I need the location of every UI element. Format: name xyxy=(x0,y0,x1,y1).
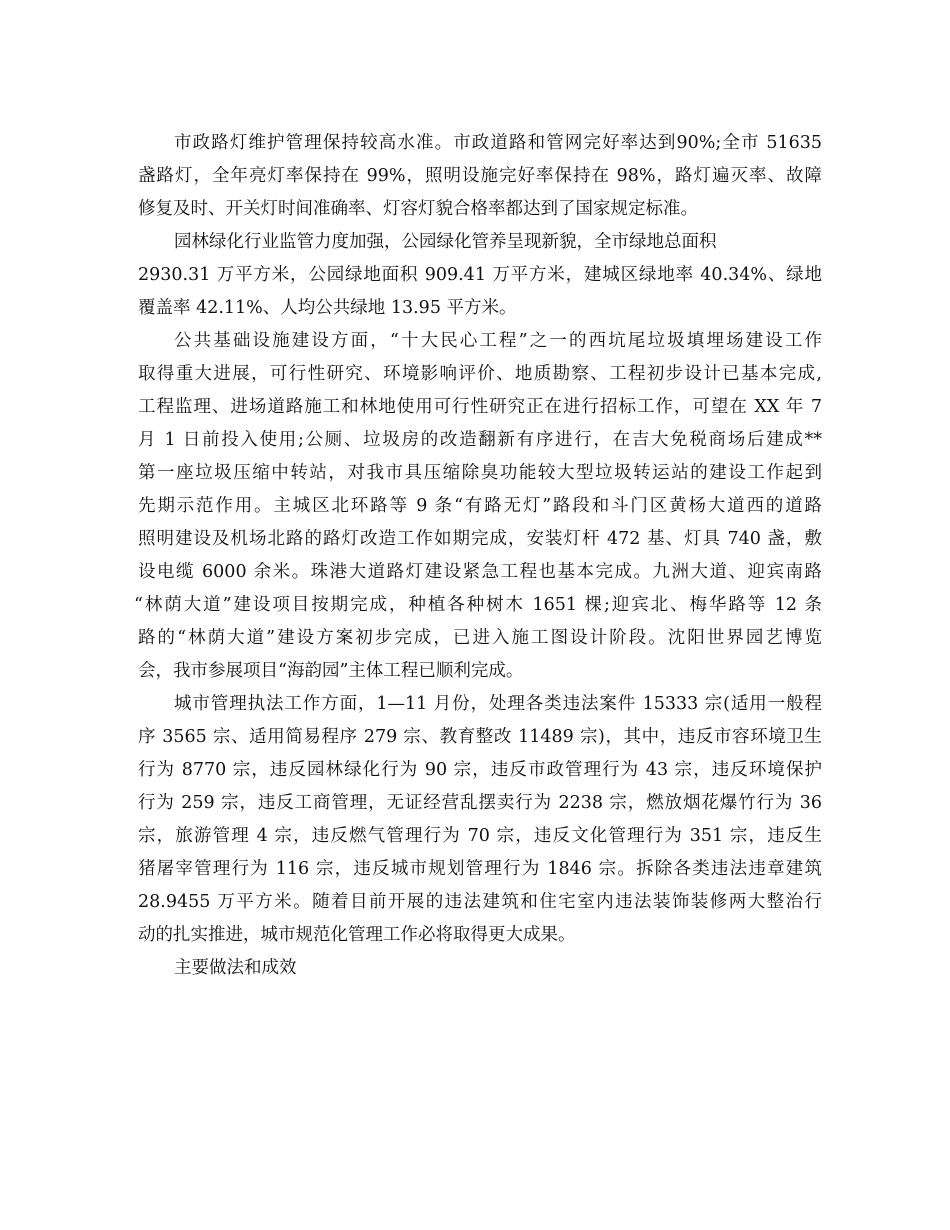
paragraph-greening xyxy=(138,226,822,325)
paragraph-streetlights xyxy=(138,127,822,226)
text-line: 市政路灯维护管理保持较高水准。市政道路和管网完好率达到90%;全市 51635 xyxy=(174,133,822,153)
text-line: 序 3565 宗、适用简易程序 279 宗、教育整改 11489 宗)，其中，违反市容环境卫生 xyxy=(138,727,822,747)
text-line: 盏路灯，全年亮灯率保持在 99%，照明设施完好率保持在 98%，路灯遍灭率、故障 xyxy=(138,166,822,186)
text-line: 园林绿化行业监管力度加强，公园绿化管养呈现新貌，全市绿地总面积 xyxy=(174,232,717,252)
text-line: 照明建设及机场北路的路灯改造工作如期完成，安装灯杆 472 基、灯具 740 盏，敷 xyxy=(138,529,822,549)
text-line: 猪屠宰管理行为 116 宗，违反城市规划管理行为 1846 宗。拆除各类违法违章建筑 xyxy=(138,859,822,879)
text-line: 第一座垃圾压缩中转站，对我市具压缩除臭功能较大型垃圾转运站的建设工作起到 xyxy=(138,463,822,483)
text-line: 设电缆 6000 余米。珠港大道路灯建设紧急工程也基本完成。九洲大道、迎宾南路 xyxy=(138,562,822,582)
text-line: 路的“林荫大道”建设方案初步完成，已进入施工图设计阶段。沈阳世界园艺博览 xyxy=(138,628,822,648)
text-line: 会，我市参展项目“海韵园”主体工程已顺利完成。 xyxy=(138,661,524,681)
document-body xyxy=(134,127,822,985)
text-line: 先期示范作用。主城区北环路等 9 条“有路无灯”路段和斗门区黄杨大道西的道路 xyxy=(138,496,822,516)
text-line: 取得重大进展，可行性研究、环境影响评价、地质勘察、工程初步设计已基本完成, xyxy=(138,364,822,384)
heading-text: 主要做法和成效 xyxy=(174,958,297,978)
paragraph-infrastructure xyxy=(134,325,822,688)
section-heading xyxy=(138,952,822,985)
text-line: 宗，旅游管理 4 宗，违反燃气管理行为 70 宗，违反文化管理行为 351 宗，违反生 xyxy=(138,826,822,846)
text-line: 行为 8770 宗，违反园林绿化行为 90 宗，违反市政管理行为 43 宗，违反环境保护 xyxy=(138,760,822,780)
text-line: 28.9455 万平方米。随着目前开展的违法建筑和住宅室内违法装饰装修两大整治行 xyxy=(138,892,822,912)
text-line: 动的扎实推进，城市规范化管理工作必将取得更大成果。 xyxy=(138,925,576,945)
text-line: 2930.31 万平方米，公园绿地面积 909.41 万平方米，建城区绿地率 40.34%、绿地 xyxy=(138,265,822,285)
paragraph-enforcement xyxy=(138,688,822,952)
text-line: 城市管理执法工作方面，1—11 月份，处理各类违法案件 15333 宗(适用一般程 xyxy=(174,694,822,714)
text-line: 行为 259 宗，违反工商管理，无证经营乱摆卖行为 2238 宗，燃放烟花爆竹行为 36 xyxy=(138,793,822,813)
text-line: 公共基础设施建设方面，“十大民心工程”之一的西坑尾垃圾填埋场建设工作 xyxy=(174,331,822,351)
text-line: 覆盖率 42.11%、人均公共绿地 13.95 平方米。 xyxy=(138,298,517,318)
text-line: 修复及时、开关灯时间准确率、灯容灯貌合格率都达到了国家规定标准。 xyxy=(138,199,698,219)
text-line: “林荫大道”建设项目按期完成，种植各种树木 1651 棵;迎宾北、梅华路等 12 条 xyxy=(134,595,822,615)
text-line: 月 1 日前投入使用;公厕、垃圾房的改造翻新有序进行，在吉大免税商场后建成** xyxy=(138,430,822,450)
text-line: 工程监理、进场道路施工和林地使用可行性研究正在进行招标工作，可望在 XX 年 7 xyxy=(138,397,822,417)
